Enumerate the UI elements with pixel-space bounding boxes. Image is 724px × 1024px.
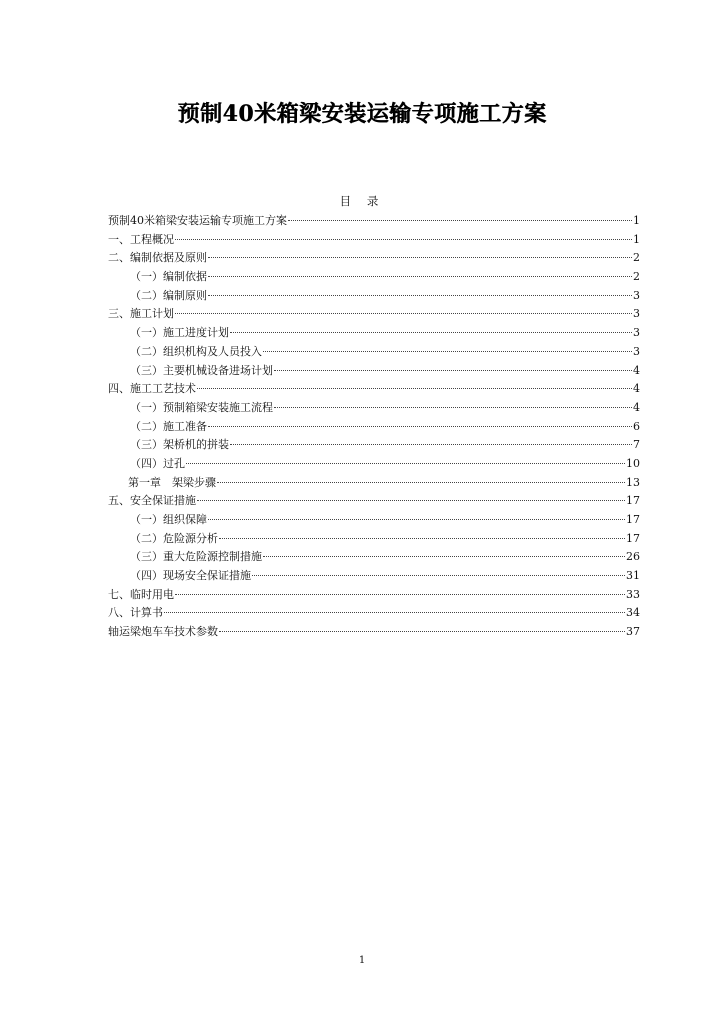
toc-leader-dots [217,482,625,483]
toc-entry-page: 3 [633,344,640,358]
toc-entry-page: 17 [626,531,640,545]
toc-leader-dots [288,220,632,221]
page-number: 1 [358,955,366,966]
toc-entry[interactable] [108,305,640,324]
toc-entry-page: 3 [633,288,640,302]
toc-leader-dots [230,332,632,333]
toc-entry[interactable] [108,249,640,268]
toc-entry-label: （二）编制原则 [130,288,207,302]
toc-entry-page: 2 [633,270,640,284]
table-of-contents [108,212,640,642]
toc-entry-page: 31 [626,569,640,583]
toc-entry-label: （二）施工准备 [130,419,207,433]
toc-leader-dots [208,295,632,296]
toc-entry-label: 八、计算书 [108,606,163,620]
toc-entry-label: 三、施工计划 [108,307,174,321]
toc-entry[interactable] [108,474,640,493]
toc-entry-page: 3 [633,326,640,340]
toc-entry-page: 13 [626,475,640,489]
toc-entry[interactable] [108,604,640,623]
toc-entry-label: 七、临时用电 [108,587,174,601]
toc-leader-dots [274,407,632,408]
toc-leader-dots [175,313,632,314]
toc-entry-page: 37 [626,625,640,639]
toc-entry-page: 4 [633,400,640,414]
toc-leader-dots [219,631,625,632]
toc-entry-page: 26 [626,550,640,564]
toc-entry[interactable] [108,418,640,437]
toc-entry-label: （二）危险源分析 [130,531,218,545]
toc-leader-dots [274,370,632,371]
toc-leader-dots [208,519,625,520]
toc-entry[interactable] [108,362,640,381]
toc-leader-dots [208,426,632,427]
toc-entry-page: 1 [633,214,640,227]
document-title: 预制40米箱梁安装运输专项施工方案 [177,101,547,127]
toc-entry-page: 17 [626,513,640,526]
toc-entry-page: 3 [633,307,640,321]
toc-entry-label: （一）编制依据 [130,270,207,284]
toc-entry[interactable] [108,343,640,362]
toc-entry-page: 1 [633,232,640,246]
toc-entry-page: 34 [626,606,640,620]
toc-entry-page: 2 [633,251,640,265]
toc-entry-label: 第一章 架梁步骤 [128,475,216,489]
toc-leader-dots [208,276,632,277]
toc-leader-dots [197,500,625,501]
toc-entry-label: （二）组织机构及人员投入 [130,344,262,358]
toc-entry[interactable] [108,324,640,343]
toc-entry-label: （四）现场安全保证措施 [130,569,251,583]
toc-leader-dots [175,239,632,240]
toc-entry-label: 五、安全保证措施 [108,494,196,508]
toc-entry[interactable] [108,586,640,605]
toc-entry[interactable] [108,287,640,306]
toc-heading: 目 录 [339,194,385,208]
toc-entry-label: （一）施工进度计划 [130,326,229,340]
toc-entry[interactable] [108,380,640,399]
toc-leader-dots [252,575,625,576]
toc-entry-label: 四、施工工艺技术 [108,382,196,396]
toc-entry[interactable] [108,455,640,474]
toc-entry-label: （三）架桥机的拼装 [130,438,229,452]
toc-entry[interactable] [108,530,640,549]
toc-entry-page: 4 [633,363,640,377]
toc-entry-page: 4 [633,382,640,396]
toc-entry-page: 6 [633,419,640,433]
toc-leader-dots [186,463,625,464]
toc-entry-label: （一）组织保障 [130,513,207,526]
toc-entry[interactable] [108,548,640,567]
toc-leader-dots [208,257,632,258]
toc-entry[interactable] [108,567,640,586]
toc-entry-label: 预制40米箱梁安装运输专项施工方案 [108,214,287,227]
toc-entry[interactable] [108,511,640,530]
toc-entry-label: （三）主要机械设备进场计划 [130,363,273,377]
toc-leader-dots [175,594,625,595]
toc-entry-label: 轴运梁炮车车技术参数 [108,625,218,639]
toc-leader-dots [263,556,625,557]
toc-entry-label: （一）预制箱梁安装施工流程 [130,400,273,414]
toc-entry[interactable] [108,492,640,511]
toc-entry[interactable] [108,268,640,287]
toc-entry[interactable] [108,623,640,642]
toc-leader-dots [219,538,625,539]
toc-leader-dots [164,612,625,613]
toc-entry[interactable] [108,212,640,231]
toc-leader-dots [263,351,632,352]
toc-entry-page: 17 [626,494,640,508]
toc-entry-label: （四）过孔 [130,456,185,470]
toc-entry-page: 33 [626,587,640,601]
toc-entry[interactable] [108,399,640,418]
toc-entry[interactable] [108,436,640,455]
toc-entry-page: 10 [626,456,640,470]
toc-leader-dots [197,388,632,389]
toc-entry[interactable] [108,231,640,250]
toc-entry-label: 二、编制依据及原则 [108,251,207,265]
toc-entry-label: 一、工程概况 [108,232,174,246]
toc-leader-dots [230,444,632,445]
toc-entry-label: （三）重大危险源控制措施 [130,550,262,564]
toc-entry-page: 7 [633,438,640,452]
